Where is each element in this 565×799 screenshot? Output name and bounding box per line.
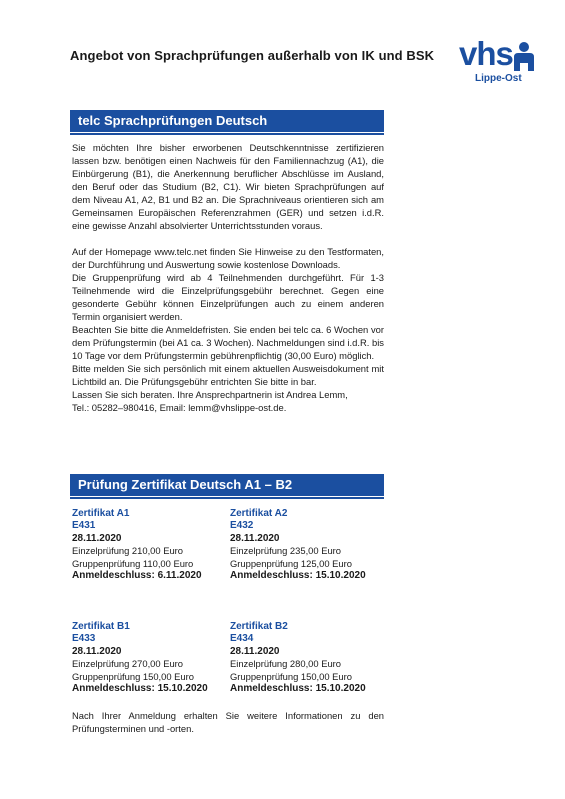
exam-code: E432 [230, 520, 254, 532]
exam-card-a1 [72, 508, 232, 582]
section-telc-body [72, 141, 384, 414]
exam-date: 28.11.2020 [230, 532, 280, 544]
exam-card-a2 [230, 508, 390, 582]
exam-group-fee: Gruppenprüfung 150,00 Euro [230, 670, 352, 682]
exam-single-fee: Einzelprüfung 235,00 Euro [230, 545, 342, 557]
section-heading-zertifikat: Prüfung Zertifikat Deutsch A1 – B2 [70, 474, 384, 496]
exam-name: Zertifikat B1 [72, 621, 130, 632]
paragraph-intro: Sie möchten Ihre bisher erworbenen Deutschkenntnisse zertifizieren lassen bzw. benötigen einen Nachweis für den Familiennachzug (A1), die Einbürgerung (B1), die Anerkennung beruflicher Abschlüsse im Ausland, den Beruf oder das Studium (B2, C1). Wir bieten Sprachprüfungen auf dem Niveau A1, A2, B1 und B2 an. Die Sprachniveaus orientieren sich am Gemeinsamen Europäischen Referenzrahmen (GER) und setzen i.d.R. eine gewisse Anzahl absolvierter Unterrichtsstunden voraus. [72, 142, 384, 231]
exam-deadline: Anmeldeschluss: 15.10.2020 [230, 570, 366, 582]
exam-deadline: Anmeldeschluss: 15.10.2020 [230, 683, 366, 695]
exam-date: 28.11.2020 [72, 532, 122, 544]
exam-group-fee: Gruppenprüfung 125,00 Euro [230, 557, 352, 569]
paragraph-registration: Bitte melden Sie sich persönlich mit einem aktuellen Ausweisdokument mit Lichtbild an. Die Prüfungsgebühr entrichten Sie bitte in bar. [72, 363, 384, 387]
exam-name: Zertifikat A2 [230, 508, 288, 519]
exam-deadline: Anmeldeschluss: 15.10.2020 [72, 683, 208, 695]
paragraph-deadlines: Beachten Sie bitte die Anmeldefristen. Sie enden bei telc ca. 6 Wochen vor dem Prüfungstermin (bei A1 ca. 3 Wochen). Nachmeldungen sind i.d.R. bis 10 Tage vor dem Prüfungstermin gebührenpflichtig (30,00 Euro) möglich. [72, 324, 384, 361]
exam-single-fee: Einzelprüfung 280,00 Euro [230, 658, 342, 670]
person-icon [512, 41, 536, 71]
page-title: Angebot von Sprachprüfungen außerhalb von IK und BSK [70, 48, 435, 63]
footer-note: Nach Ihrer Anmeldung erhalten Sie weitere Informationen zu den Prüfungsterminen und -orten. [72, 710, 384, 734]
exam-code: E434 [230, 633, 254, 645]
paragraph-homepage: Auf der Homepage www.telc.net finden Sie Hinweise zu den Testformaten, der Durchführung und Auswertung sowie kostenlose Downloads. [72, 246, 384, 270]
exam-name: Zertifikat A1 [72, 508, 130, 519]
exam-card-b1 [72, 621, 232, 695]
section-heading-telc: telc Sprachprüfungen Deutsch [70, 110, 384, 132]
paragraph-contact: Lassen Sie sich beraten. Ihre Ansprechpartnerin ist Andrea Lemm, [72, 389, 348, 400]
exam-group-fee: Gruppenprüfung 110,00 Euro [72, 557, 194, 569]
exam-deadline: Anmeldeschluss: 6.11.2020 [72, 570, 202, 582]
logo-main-text: vhs [459, 35, 513, 72]
paragraph-phone-email: Tel.: 05282–980416, Email: lemm@vhslippe-ost.de. [72, 402, 287, 413]
vhs-logo [459, 36, 539, 86]
exam-group-fee: Gruppenprüfung 150,00 Euro [72, 670, 194, 682]
exam-code: E433 [72, 633, 96, 645]
exam-single-fee: Einzelprüfung 210,00 Euro [72, 545, 184, 557]
logo-sub-text: Lippe-Ost [475, 73, 522, 84]
exam-card-b2 [230, 621, 390, 695]
exam-single-fee: Einzelprüfung 270,00 Euro [72, 658, 184, 670]
paragraph-group: Die Gruppenprüfung wird ab 4 Teilnehmenden durchgeführt. Für 1-3 Teilnehmende wird die Einzelprüfungsgebühr berechnet. Gegen eine gesonderte Gebühr können Einzelprüfungen auch zu einem anderen Termin organisiert werden. [72, 272, 384, 322]
exam-code: E431 [72, 520, 96, 532]
exam-date: 28.11.2020 [230, 645, 280, 657]
exam-date: 28.11.2020 [72, 645, 122, 657]
exam-name: Zertifikat B2 [230, 621, 288, 632]
